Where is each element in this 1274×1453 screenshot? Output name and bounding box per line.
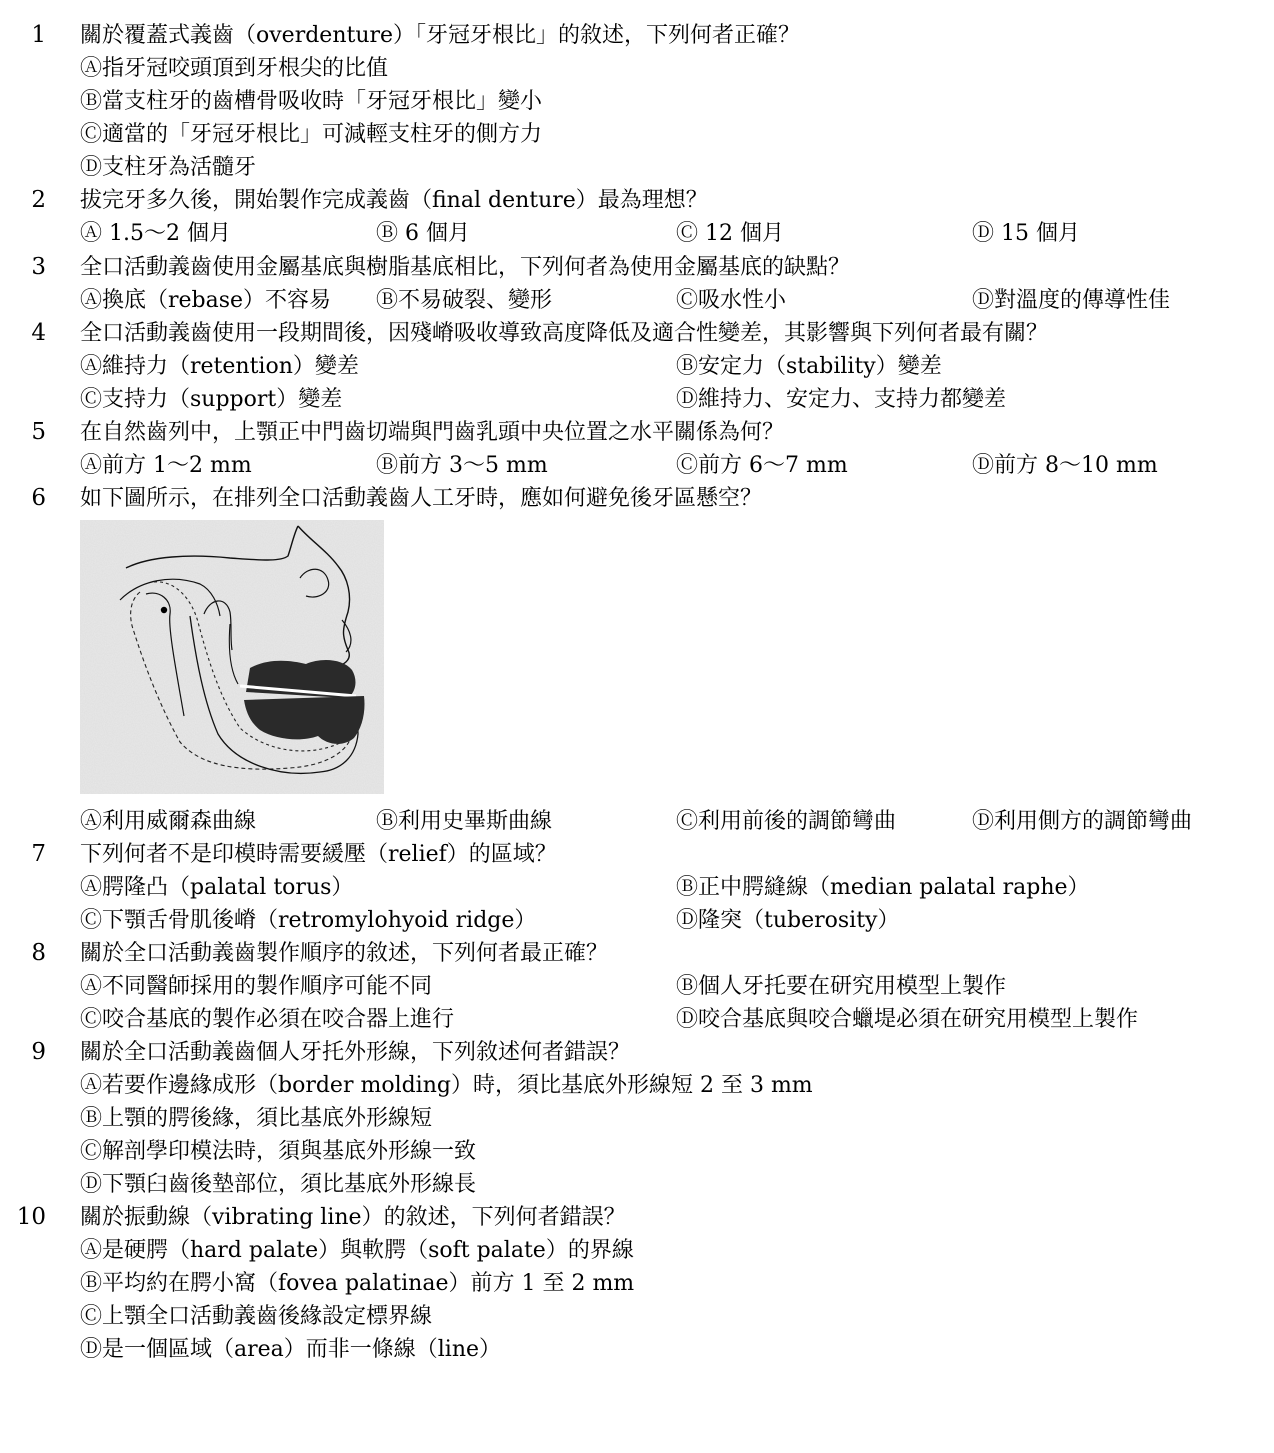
option-c: Ⓒ 12 個月: [676, 221, 784, 246]
question-stem: 全口活動義齒使用金屬基底與樹脂基底相比，下列何者為使用金屬基底的缺點？: [80, 255, 851, 280]
option-c: Ⓒ利用前後的調節彎曲: [676, 809, 897, 834]
option-b: Ⓑ前方 3～5 mm: [376, 453, 548, 478]
question-number: 9: [31, 1039, 46, 1065]
jaw-occlusion-figure: [80, 520, 384, 794]
option-a: Ⓐ是硬腭（hard palate）與軟腭（soft palate）的界線: [80, 1238, 634, 1263]
question-number: 4: [31, 320, 46, 346]
option-c: Ⓒ下顎舌骨肌後嵴（retromylohyoid ridge）: [80, 908, 537, 933]
question-number: 6: [31, 485, 46, 511]
option-d: Ⓓ 15 個月: [972, 221, 1080, 246]
option-b: Ⓑ安定力（stability）變差: [676, 354, 942, 379]
option-d: Ⓓ隆突（tuberosity）: [676, 908, 900, 933]
option-c: Ⓒ前方 6～7 mm: [676, 453, 848, 478]
option-a: Ⓐ利用威爾森曲線: [80, 809, 257, 834]
option-b: Ⓑ當支柱牙的齒槽骨吸收時「牙冠牙根比」變小: [80, 89, 543, 114]
question-stem: 下列何者不是印模時需要緩壓（relief）的區域？: [80, 842, 557, 867]
option-d: Ⓓ咬合基底與咬合蠟堤必須在研究用模型上製作: [676, 1007, 1139, 1032]
option-c: Ⓒ咬合基底的製作必須在咬合器上進行: [80, 1007, 455, 1032]
option-b: Ⓑ個人牙托要在研究用模型上製作: [676, 974, 1007, 999]
option-b: Ⓑ上顎的腭後緣，須比基底外形線短: [80, 1106, 433, 1131]
question-number: 2: [31, 187, 46, 213]
option-c: Ⓒ適當的「牙冠牙根比」可減輕支柱牙的側方力: [80, 122, 543, 147]
option-b: Ⓑ不易破裂、變形: [376, 288, 553, 313]
option-b: Ⓑ 6 個月: [376, 221, 470, 246]
option-b: Ⓑ平均約在腭小窩（fovea palatinae）前方 1 至 2 mm: [80, 1271, 635, 1296]
question-number: 3: [31, 254, 46, 280]
option-a: Ⓐ前方 1～2 mm: [80, 453, 252, 478]
option-b: Ⓑ利用史畢斯曲線: [376, 809, 553, 834]
option-d: Ⓓ對溫度的傳導性佳: [972, 288, 1171, 313]
option-c: Ⓒ支持力（support）變差: [80, 387, 343, 412]
option-a: Ⓐ腭隆凸（palatal torus）: [80, 875, 354, 900]
option-d: Ⓓ維持力、安定力、支持力都變差: [676, 387, 1007, 412]
question-stem: 關於覆蓋式義齒（overdenture）「牙冠牙根比」的敘述，下列何者正確？: [80, 23, 801, 48]
option-b: Ⓑ正中腭縫線（median palatal raphe）: [676, 875, 1090, 900]
question-stem: 全口活動義齒使用一段期間後，因殘嵴吸收導致高度降低及適合性變差，其影響與下列何者最有關？: [80, 321, 1049, 346]
question-number: 5: [31, 419, 46, 445]
option-a: Ⓐ 1.5～2 個月: [80, 221, 231, 246]
option-a: Ⓐ換底（rebase）不容易: [80, 288, 332, 313]
option-c: Ⓒ上顎全口活動義齒後緣設定標界線: [80, 1304, 433, 1329]
question-number: 8: [31, 940, 46, 966]
question-stem: 如下圖所示，在排列全口活動義齒人工牙時，應如何避免後牙區懸空？: [80, 486, 763, 511]
option-d: Ⓓ是一個區域（area）而非一條線（line）: [80, 1337, 502, 1362]
question-number: 10: [16, 1204, 46, 1230]
option-d: Ⓓ前方 8～10 mm: [972, 453, 1158, 478]
question-number: 1: [31, 22, 46, 48]
option-a: Ⓐ維持力（retention）變差: [80, 354, 359, 379]
question-stem: 在自然齒列中，上顎正中門齒切端與門齒乳頭中央位置之水平關係為何？: [80, 420, 785, 445]
option-d: Ⓓ下顎臼齒後墊部位，須比基底外形線長: [80, 1172, 477, 1197]
question-stem: 關於振動線（vibrating line）的敘述，下列何者錯誤？: [80, 1205, 626, 1230]
question-stem: 關於全口活動義齒製作順序的敘述，下列何者最正確？: [80, 941, 609, 966]
option-c: Ⓒ解剖學印模法時，須與基底外形線一致: [80, 1139, 477, 1164]
option-a: Ⓐ指牙冠咬頭頂到牙根尖的比值: [80, 56, 389, 81]
question-stem: 關於全口活動義齒個人牙托外形線，下列敘述何者錯誤？: [80, 1040, 631, 1065]
option-a: Ⓐ若要作邊緣成形（border molding）時，須比基底外形線短 2 至 3 mm: [80, 1073, 813, 1098]
question-stem: 拔完牙多久後，開始製作完成義齒（final denture）最為理想？: [80, 188, 708, 213]
question-number: 7: [31, 841, 46, 867]
option-d: Ⓓ支柱牙為活髓牙: [80, 155, 257, 180]
option-c: Ⓒ吸水性小: [676, 288, 787, 313]
option-d: Ⓓ利用側方的調節彎曲: [972, 809, 1193, 834]
option-a: Ⓐ不同醫師採用的製作順序可能不同: [80, 974, 433, 999]
